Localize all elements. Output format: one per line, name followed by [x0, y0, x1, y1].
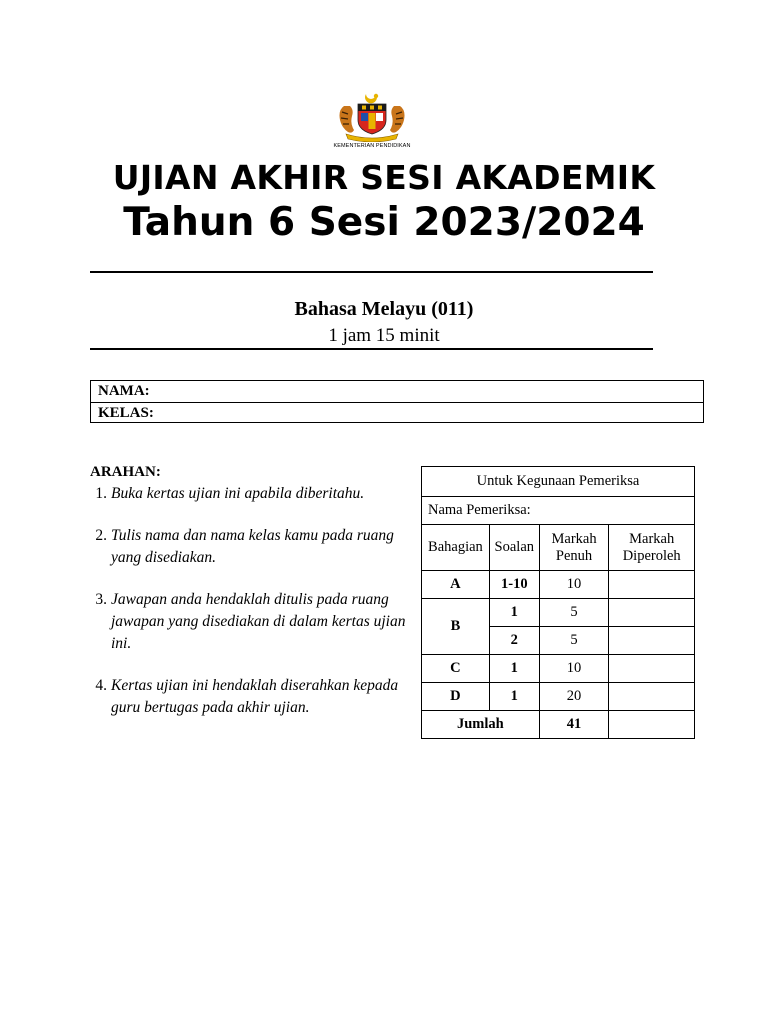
- section-cell: B: [422, 599, 490, 655]
- instruction-text: Tulis nama dan nama kelas kamu pada ruang yang disediakan.: [111, 527, 394, 566]
- examiner-marks-table: [421, 466, 695, 739]
- obtained-marks-cell[interactable]: [609, 571, 695, 599]
- question-cell: 1: [489, 655, 539, 683]
- instruction-number: 4.: [95, 677, 107, 694]
- subject-divider: [90, 348, 653, 350]
- obtained-marks-cell[interactable]: [609, 655, 695, 683]
- question-cell: 1: [489, 683, 539, 711]
- student-info-box: [90, 380, 704, 423]
- total-full-marks: 41: [539, 711, 609, 739]
- instruction-item: [90, 483, 420, 505]
- instruction-item: [90, 589, 420, 655]
- question-cell: 1: [489, 599, 539, 627]
- instruction-number: 1.: [95, 485, 107, 502]
- column-header-marks-obtained: Markah Diperoleh: [609, 525, 695, 571]
- exam-duration: 1 jam 15 minit: [328, 325, 440, 346]
- instruction-text: Buka kertas ujian ini apabila diberitahu.: [111, 485, 365, 502]
- instruction-number: 3.: [95, 591, 107, 608]
- examiner-name-field[interactable]: Nama Pemeriksa:: [422, 497, 695, 525]
- ministry-crest-logo: [330, 90, 414, 152]
- full-marks-cell: 10: [539, 571, 609, 599]
- table-row: [422, 571, 695, 599]
- total-obtained-marks[interactable]: [609, 711, 695, 739]
- total-row: [422, 711, 695, 739]
- instruction-item: [90, 525, 420, 569]
- full-marks-cell: 5: [539, 599, 609, 627]
- instruction-text: Kertas ujian ini hendaklah diserahkan kepada guru bertugas pada akhir ujian.: [111, 677, 399, 716]
- instruction-number: 2.: [95, 527, 107, 544]
- class-field[interactable]: KELAS:: [91, 402, 703, 423]
- question-cell: 1-10: [489, 571, 539, 599]
- total-label: Jumlah: [422, 711, 540, 739]
- section-cell: C: [422, 655, 490, 683]
- crest-icon: [330, 90, 414, 142]
- column-header-full-marks: Markah Penuh: [539, 525, 609, 571]
- section-cell: D: [422, 683, 490, 711]
- instructions-title: ARAHAN:: [90, 464, 161, 480]
- column-header-question: Soalan: [489, 525, 539, 571]
- obtained-marks-cell[interactable]: [609, 599, 695, 627]
- instruction-text: Jawapan anda hendaklah ditulis pada ruang jawapan yang disediakan di dalam kertas ujian ini.: [111, 591, 406, 652]
- full-marks-cell: 5: [539, 627, 609, 655]
- name-field[interactable]: NAMA:: [98, 383, 150, 399]
- exam-title: UJIAN AKHIR SESI AKADEMIK: [112, 158, 656, 197]
- full-marks-cell: 10: [539, 655, 609, 683]
- section-cell: A: [422, 571, 490, 599]
- table-row: [422, 655, 695, 683]
- table-row: [422, 683, 695, 711]
- full-marks-cell: 20: [539, 683, 609, 711]
- subject-name: Bahasa Melayu (011): [294, 298, 474, 320]
- obtained-marks-cell[interactable]: [609, 627, 695, 655]
- instructions-list: [90, 483, 420, 739]
- instruction-item: [90, 675, 420, 719]
- exam-year-session: Tahun 6 Sesi 2023/2024: [123, 200, 645, 245]
- column-header-section: Bahagian: [422, 525, 490, 571]
- obtained-marks-cell[interactable]: [609, 683, 695, 711]
- logo-caption: KEMENTERIAN PENDIDIKAN: [333, 143, 411, 149]
- question-cell: 2: [489, 627, 539, 655]
- title-divider: [90, 271, 653, 273]
- table-heading: Untuk Kegunaan Pemeriksa: [422, 467, 695, 497]
- table-row: [422, 599, 695, 627]
